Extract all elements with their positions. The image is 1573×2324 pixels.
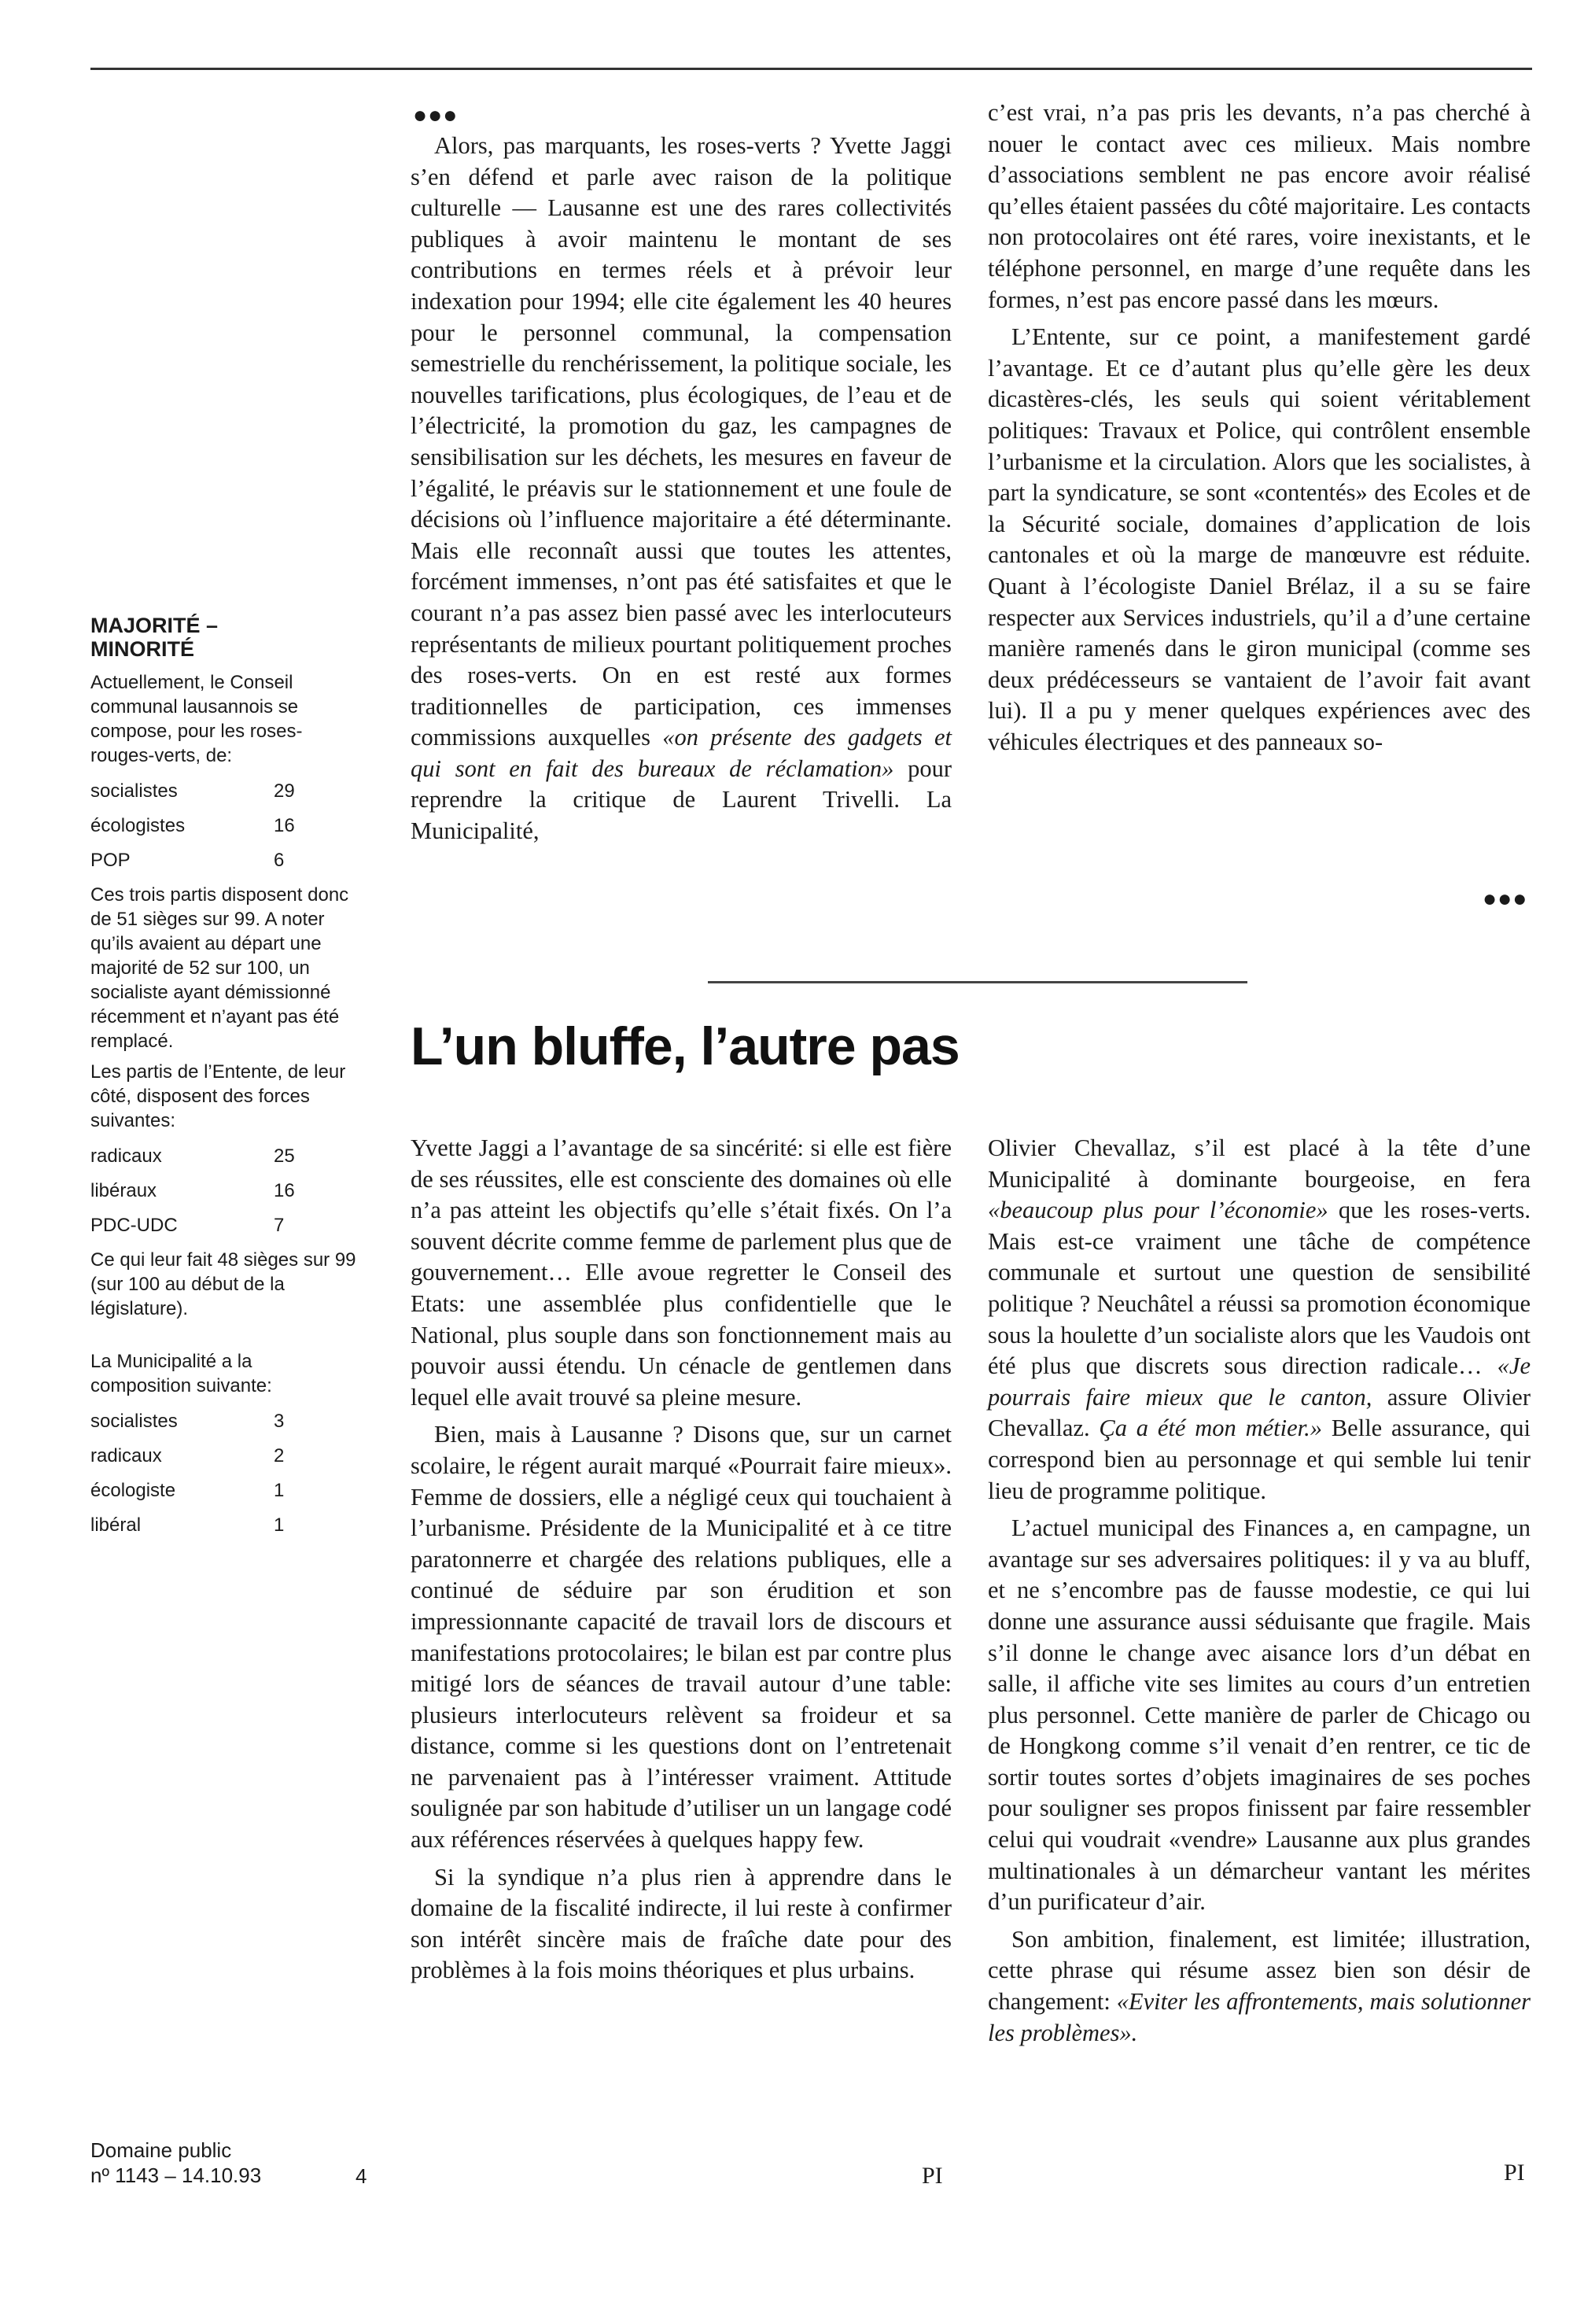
sidebar-majority-minority [90, 614, 358, 1547]
quote: «Je pourrais faire mieux que le canton, [988, 1352, 1531, 1411]
party-seats: 7 [274, 1215, 285, 1236]
top-rule [90, 68, 1532, 70]
party-name: PDC-UDC [90, 1215, 178, 1236]
entente-summary: Ce qui leur fait 48 sièges sur 99 (sur 100 au début de la législature). [90, 1249, 356, 1319]
entente-parties-table [90, 1139, 295, 1243]
party-name: radicaux [90, 1145, 162, 1167]
sidebar-intro: Actuellement, le Conseil communal lausannois se compose, pour les roses-rouges-verts, de: [90, 672, 303, 766]
quote: Ça a été mon métier.» [1099, 1415, 1323, 1442]
top-col2-paragraph-1: c’est vrai, n’a pas pris les devants, n’a pas cherché à nouer le contact avec ces milieux. Mais nombre d’associations semblent ne pas encore avoir réalisé qu’elles étaient passées du côté majoritaire. Les contacts non protocolaires ont été rares, voire inexistants, et le téléphone personnel, en marge d’une requête dans les formes, n’est pas encore passé dans les mœurs. [988, 99, 1531, 313]
party-name: écologiste [90, 1480, 176, 1501]
quote: «on présente des gadgets et qui sont en fait des bureaux de réclamation» [411, 724, 952, 782]
article-column-2 [988, 1133, 1531, 2049]
top-col2-paragraph-2: L’Entente, sur ce point, a manifestement gardé l’avantage. Et ce d’autant plus qu’elle gère les deux dicastères-clés, les seuls qui soient véritablement politiques: Travaux et Police, qui contrôlent ensemble l’urbanisme et la circulation. Alors que les socialistes, à part la syndicature, se sont «contentés» des Ecoles et de la Sécurité sociale, domaines d’application de lois cantonales et où la marge de manœuvre est réduite. Quant à l’écologiste Daniel Brélaz, il a su se faire respecter aux Services industriels, qu’il a d’une certaine manière ramenés dans le giron municipal (comme ses deux prédécesseurs se vantaient de l’avoir fait avant lui). Il a pu y mener quelques expériences avec des véhicules électriques et des panneaux so- [988, 323, 1531, 755]
article-col1-paragraph-1: Yvette Jaggi a l’avantage de sa sincérité: si elle est fière de ses réussites, elle est consciente des domaines où elle n’a pas atteint les objectifs qu’elle s’était fixés. On l’a souvent décrite comme femme de parlement plus que de gouvernement… Elle avoue regretter le Conseil des Etats: une assemblée plus confidentielle que le National, plus souple dans son fonctionnement mais au pouvoir aussi étendu. Un cénacle de gentlemen dans lequel elle avait trouvé sa pleine mesure. [411, 1134, 952, 1411]
article-col2-paragraph-1 [988, 1133, 1531, 1507]
text-run: assure Olivier Chevallaz. [988, 1383, 1531, 1442]
left-summary: Ces trois partis disposent donc de 51 sièges sur 99. A noter qu’ils avaient au départ une majorité de 52 sur 100, un socialiste ayant démissionné récemment et n’ayant pas été remplacé. [90, 884, 349, 1052]
text-run: Alors, pas marquants, les roses-verts ? Yvette Jaggi s’en défend et parle avec raison de la politique culturelle — Lausanne est une des rares collectivités publiques à avoir maintenu le montant de ses contributions en termes réels et à prévoir leur indexation pour 1994; elle cite également les 40 heures pour le personnel communal, la compensation semestrielle du renchérissement, la politique sociale, les nouvelles tarifications, plus écologiques, de l’eau et de l’électricité, la promotion du gaz, les campagnes de sensibilisation sur les déchets, les mesures en faveur de l’égalité, le préavis sur le stationnement et une foule de décisions où l’influence majoritaire a été déterminante. Mais elle reconnaît aussi que toutes les attentes, forcément immenses, n’ont pas été satisfaites et que le courant n’a pas assez bien passé avec les interlocuteurs représentants de milieux pourtant politiquement proches des roses-verts. On en est resté aux formes traditionnelles de participation, ces immenses commissions auxquelles [411, 132, 952, 751]
party-name: libéraux [90, 1180, 157, 1201]
party-seats: 16 [274, 1180, 295, 1201]
party-name: POP [90, 850, 131, 871]
page-number: 4 [355, 2164, 367, 2188]
text-run: pour reprendre la critique de Laurent Trivelli. La Municipalité, [411, 754, 952, 845]
quote: «beaucoup plus pour l’économie» [988, 1197, 1328, 1224]
party-name: libéral [90, 1514, 142, 1536]
party-name: radicaux [90, 1445, 162, 1466]
party-name: socialistes [90, 780, 178, 802]
table-row [90, 774, 295, 809]
article-col2-paragraph-3 [988, 1924, 1531, 2049]
article-column-1 [411, 1133, 952, 1986]
left-parties-table [90, 774, 295, 878]
party-seats: 25 [274, 1145, 295, 1167]
sidebar-title-line: MAJORITÉ – [90, 614, 219, 637]
party-name: écologistes [90, 815, 186, 836]
party-seats: 6 [274, 850, 285, 871]
publication-name: Domaine public [90, 2138, 232, 2162]
continuation-dots-end: ●●● [1483, 886, 1528, 912]
sidebar-title [90, 614, 358, 661]
entente-intro: Les partis de l’Entente, de leur côté, disposent des forces suivantes: [90, 1061, 346, 1131]
party-seats: 1 [274, 1514, 285, 1536]
quote: «Eviter les affrontements, mais solutionner les problèmes». [988, 1988, 1531, 2046]
top-column-1 [411, 131, 952, 847]
party-seats: 1 [274, 1480, 285, 1501]
table-row [90, 1208, 295, 1243]
table-row [90, 1439, 284, 1474]
continuation-dots-start: ●●● [413, 102, 459, 128]
table-row [90, 1139, 295, 1174]
text-run: Olivier Chevallaz, s’il est placé à la tête d’une Municipalité à dominante bourgeoise, en fera [988, 1134, 1531, 1193]
text-run: Son ambition, finalement, est limitée; illustration, cette phrase qui résume assez bien son désir de changement: [988, 1925, 1531, 2016]
author-signature-col1: PI [922, 2163, 943, 2189]
party-seats: 16 [274, 815, 295, 836]
sidebar-title-line: MINORITÉ [90, 637, 194, 661]
top-column-2 [988, 98, 1531, 758]
top-col1-paragraph [411, 131, 952, 847]
table-row [90, 1474, 284, 1508]
table-row [90, 1508, 284, 1543]
municipality-intro: La Municipalité a la composition suivante: [90, 1351, 272, 1396]
party-seats: 2 [274, 1445, 285, 1466]
issue-number: nº 1143 – 14.10.93 [90, 2164, 262, 2187]
municipality-table [90, 1404, 284, 1543]
text-run: Belle assurance, qui correspond bien au personnage et qui semble lui tenir lieu de programme politique. [988, 1415, 1531, 1504]
text-run: que les roses-verts. Mais est-ce vraiment une tâche de compétence communale et surtout une question de sensibilité politique ? Neuchâtel a réussi sa promotion économique sous la houlette d’un socialiste alors que les Vaudois ont été plus que discrets sous direction radicale… [988, 1197, 1531, 1380]
article-col1-paragraph-3: Si la syndique n’a plus rien à apprendre dans le domaine de la fiscalité indirecte, il lui reste à confirmer son intérêt sincère mais de fraîche date pour des problèmes à la fois moins théoriques et plus urbains. [411, 1863, 952, 1984]
article-col1-paragraph-2: Bien, mais à Lausanne ? Disons que, sur un carnet scolaire, le régent aurait marqué «Pourrait faire mieux». Femme de dossiers, elle a négligé ceux qui touchaient à l’urbanisme. Présidente de la Municipalité et à ce titre paratonnerre et chargée des relations publiques, elle a continué de séduire par son érudition et son impressionnante capacité de travail lors de discours et manifestations protocolaires; le bilan est par contre plus mitigé lors de séances de travail autour d’une table: plusieurs interlocuteurs relèvent sa froideur et sa distance, comme si les questions dont on l’entretenait ne parvenaient pas à l’intéresser vraiment. Attitude soulignée par son habitude d’utiliser un un langage codé aux références réservées à quelques happy few. [411, 1421, 952, 1854]
party-name: socialistes [90, 1411, 178, 1432]
section-divider [708, 981, 1247, 983]
article-headline: L’un bluffe, l’autre pas [411, 1016, 960, 1076]
table-row [90, 809, 295, 843]
table-row [90, 1174, 295, 1208]
author-signature-col2: PI [1504, 2160, 1525, 2186]
publication-footer [90, 2138, 261, 2188]
table-row [90, 1404, 284, 1439]
party-seats: 3 [274, 1411, 285, 1432]
article-col2-paragraph-2: L’actuel municipal des Finances a, en campagne, un avantage sur ses adversaires politiques: il y va au bluff, et ne s’encombre pas de fausse modestie, ce qui lui donne une assurance aussi séduisante que fragile. Mais s’il donne le change avec aisance lors d’un débat en salle, il affiche vite ses limites au cours d’un entretien plus personnel. Cette manière de parler de Chicago ou de Hongkong comme s’il venait d’en rentrer, ce tic de sortir toutes sortes d’objets imaginaires de ses poches pour souligner ses propos finissent par faire ressembler celui qui voudrait «vendre» Lausanne aux plus grandes multinationales à un démarcheur vantant les mérites d’un purificateur d’air. [988, 1514, 1531, 1916]
party-seats: 29 [274, 780, 295, 802]
table-row [90, 843, 295, 878]
